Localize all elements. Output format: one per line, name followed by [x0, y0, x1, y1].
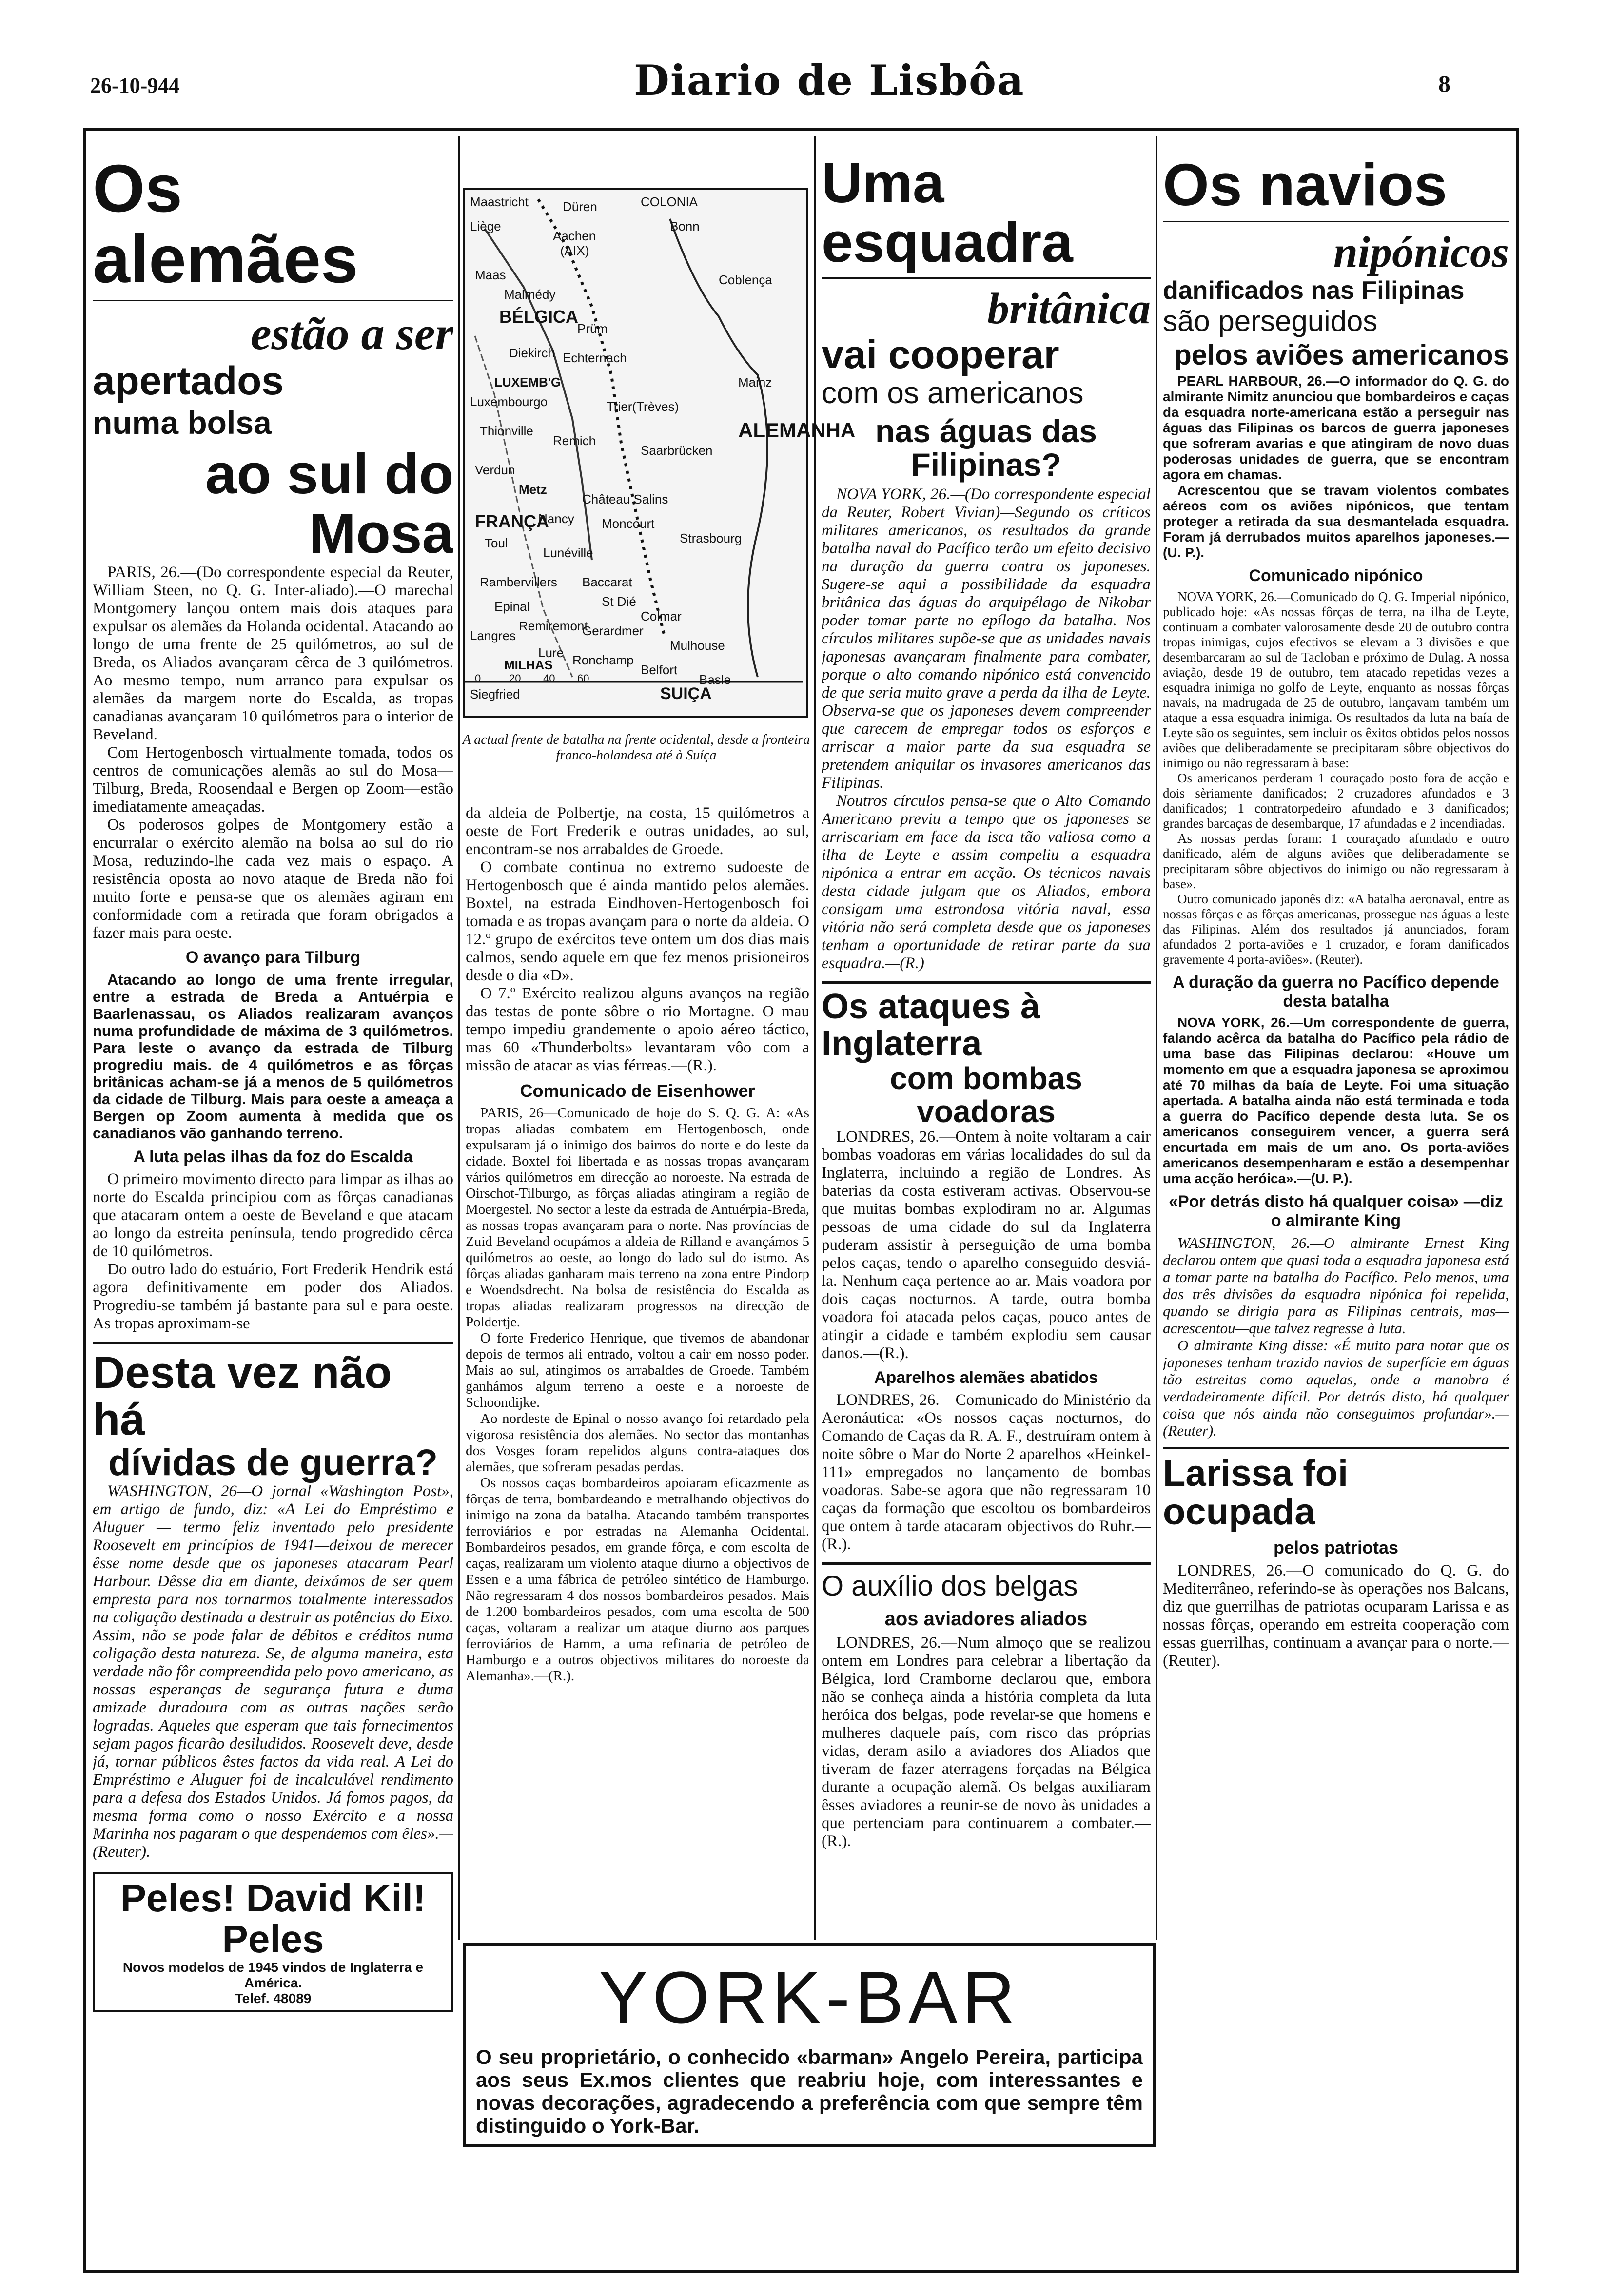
- paragraph: da aldeia de Polbertje, na costa, 15 quilómetros a oeste de Fort Frederik e outras unidades, ao sul, encontram-se nos arrabaldes de Groede.: [466, 804, 809, 858]
- map-label: St Dié: [602, 594, 636, 609]
- headline-sub: vai cooperar: [822, 332, 1059, 377]
- headline: Os alemães: [93, 151, 358, 297]
- map-label: Thionville: [480, 424, 533, 438]
- map-label: Gerardmer: [582, 623, 644, 638]
- paragraph: NOVA YORK, 26.—(Do correspondente especial da Reuter, Robert Vivian)—Segundo os críticos militares americanos, os resultados da grande batalha naval do Pacífico terão um efeito decisivo na duração da guerra contra os japoneses. Sugere-se aqui a possibilidade da esquadra britânica das águas do arquipélago de Nikobar poder tomar parte no epílogo da batalha. Nos círculos militares supõe-se que as unidades navais japonesas avançaram finalmente para combater, porque o alto comando nipónico está convencido de que seria muito grave a perda da ilha de Leyte. Observa-se que os japoneses devem compreender que carecem de empregar todos os esforços e arriscar a maior parte da sua esquadra se pretendem aniquilar os invasores americanos das Filipinas.: [822, 486, 1151, 792]
- map-label: Prüm: [577, 321, 608, 336]
- ad-line: Novos modelos de 1945 vindos de Inglaterra e América.: [122, 1959, 424, 1990]
- york-bar-ad: [463, 1943, 1156, 2147]
- map-label: Mainz: [738, 375, 772, 389]
- paragraph: Os poderosos golpes de Montgomery estão a encurralar o exército alemão na bolsa ao sul do rio Mosa, reduzindo-lhe cada vez mais o espaço. A resistência oposta ao novo ataque de Breda não foi muito forte e pensa-se que os alemães agiram em conformidade com a retirada que foram obrigados a fazer mais para oeste.: [93, 816, 453, 942]
- map-label: Moncourt: [602, 516, 655, 531]
- headline-sub: aos aviadores aliados: [884, 1608, 1088, 1630]
- headline-sub: numa bolsa: [93, 404, 272, 441]
- map-label: Bonn: [670, 219, 700, 233]
- ad-title: Peles! David Kil! Peles: [120, 1876, 426, 1961]
- paragraph: WASHINGTON, 26.—O almirante Ernest King declarou ontem que quasi toda a esquadra japonesa está a tomar parte na batalha do Pacífico. Pelo menos, uma das três divisões da esquadra nipónica foi repelida, quando se dirigia para as Filipinas centrais, mas—acrescentou—que talvez regresse à luta.: [1163, 1234, 1509, 1337]
- paragraph: Os americanos perderam 1 couraçado posto fora de acção e dois sèriamente danificados; 2 cruzadores afundados e 3 danificados; 1 contratorpedeiro afundado e 3 danificados; grandes barcaças de desembarque, 17 afundadas e 2 incendiadas.: [1163, 770, 1509, 831]
- paragraph: O primeiro movimento directo para limpar as ilhas ao norte do Escalda principiou com as fôrças canadianas que atacaram ontem a oeste de Beveland e que atacam ao longo da estreita península, tendo progredido cêrca de 10 quilómetros.: [93, 1170, 453, 1260]
- headline-sub: estão a ser: [251, 307, 453, 359]
- headline-sub: nas águas das Filipinas?: [875, 412, 1097, 483]
- paragraph: PEARL HARBOUR, 26.—O informador do Q. G. do almirante Nimitz anunciou que bombardeiros e caças da esquadra norte-americana estão a perseguir nas águas das Filipinas os barcos de guerra japoneses que sofreram avarias e que atingiram de novo duas poderosas unidades de guerra, que se encontram agora em chamas.: [1163, 373, 1509, 482]
- map-label: Nancy: [538, 511, 574, 526]
- headline: Os ataques à Inglaterra: [822, 987, 1040, 1063]
- paragraph: Os nossos caças bombardeiros apoiaram eficazmente as fôrças de terra, bombardeando e metralhando objectivos do inimigo na zona da batalha. Atacando também transportes ferroviários e por estradas na Alemanha Ocidental. Bombardeiros pesados, em grande fôrça, e com escolta de caças, realizaram um violento ataque diurno a objectivos de Essen e a uma fábrica de petróleo sintético de Hamburgo. Não regressaram 4 dos nossos bombardeiros pesados. Mais de 1.200 bombardeiros pesados, com uma escolta de 500 caças, voltaram a realizar um ataque diurno aos parques ferroviários de Hamm, a uma refinaria de petróleo de Hamburgo e a outros objectivos militares do noroeste da Alemanha».—(R.).: [466, 1475, 809, 1684]
- paragraph: NOVA YORK, 26.—Um correspondente de guerra, falando acêrca da batalha do Pacífico pela rádio de uma base das Filipinas declarou: «Houve um momento em que a esquadra japonesa se aproximou até 70 milhas da baía de Leyte. Foi uma situação apertada. A batalha ainda não está terminada e toda a guerra do Pacífico depende desta luta. Se os americanos conseguirem vencer, a guerra será encurtada em mais de um ano. Os porta-aviões americanos desempenharam e estão a desempenhar uma acção heróica».—(U. P.).: [1163, 1014, 1509, 1186]
- headline-sub: apertados: [93, 358, 284, 403]
- map-label: Coblença: [719, 272, 772, 287]
- paragraph: O 7.º Exército realizou alguns avanços na região das testas de ponte sôbre o rio Mortagne. O mau tempo impediu grandemente o apoio aéreo táctico, mas 60 «Thunderbolts» levantaram vôo com a missão de atacar as vias férreas.—(R.).: [466, 985, 809, 1074]
- map-caption: A actual frente de batalha na frente ocidental, desde a fronteira franco-holandesa até à Suíça: [462, 732, 810, 763]
- ad-text: O seu proprietário, o conhecido «barman» Angelo Pereira, participa aos seus Ex.mos clientes que reabriu hoje, com interessantes e novas decorações, agradecendo a preferência com que sempre têm distinguido o York-Bar.: [476, 2045, 1143, 2137]
- map-label: Epinal: [494, 599, 530, 614]
- map-label: Luxembourgo: [470, 394, 548, 409]
- article-alemaes: [93, 141, 453, 2012]
- headline-sub: ao sul do Mosa: [205, 442, 453, 565]
- map-label: (AIX): [560, 243, 589, 258]
- paragraph: Com Hertogenbosch virtualmente tomada, todos os centros de comunicações alemãs ao sul do Mosa—Tilburg, Breda, Roosendaal e Bergen op Zoom—estão imediatamente ameaçadas.: [93, 743, 453, 816]
- paragraph: NOVA YORK, 26.—Comunicado do Q. G. Imperial nipónico, publicado hoje: «As nossas fôrças de terra, na ilha de Leyte, continuam a combater valorosamente desde 20 de outubro contra tropas inimigas, cujos efectivos se elevam a 3 divisões e que desembarcaram ao sul de Tacloban e próximo de Dulag. A nossa aviação, desde 19 de outubro, tem atacado repetidas vezes a esquadra inimiga no golfo de Leyte, enquanto as nossas fôrças navais, na madrugada de 25 de outubro, lançavam também um ataque a essa esquadra inimiga. Os resultados da luta na baía de Leyte são os seguintes, sem incluir os êxitos obtidos pelos nossos aviões que deliberadamente se precipitaram sôbre objectivos do inimigo ou não regressaram à base:: [1163, 589, 1509, 770]
- headline-sub: danificados nas Filipinas: [1163, 276, 1465, 305]
- paragraph: Acrescentou que se travam violentos combates aéreos com os aviões nipónicos, que tentam proteger a retirada da sua desmantelada esquadra. Foram já derrubados muitos aparelhos japoneses.—(U. P.).: [1163, 482, 1509, 560]
- map-region: ALEMANHA: [738, 419, 856, 442]
- map-label: Liège: [470, 219, 501, 233]
- map-label: Malmédy: [504, 287, 556, 302]
- map-label: Verdun: [475, 463, 515, 477]
- column-divider: [458, 136, 460, 1940]
- column-divider: [1156, 136, 1157, 1940]
- map-label: Château Salins: [582, 492, 668, 506]
- map-label: Maastricht: [470, 195, 529, 209]
- masthead: Diario de Lisbôa: [634, 56, 1025, 104]
- paragraph: LONDRES, 26.—Num almoço que se realizou ontem em Londres para celebrar a libertação da Bélgica, lord Cramborne declarou que, embora não se conheça ainda a história completa da luta heróica dos belgas, pode revelar-se que homens e mulheres daquele país, com risco das próprias vidas, deram asilo a aviadores dos Aliados que tiveram de fazer aterragens forçadas na Bélgica durante a ocupação alemã. Os belgas auxiliaram êsses aviadores a reunir-se de novo às unidades a que pertenciam para continuarem a combater.—(R.).: [822, 1634, 1151, 1850]
- map-label: Diekirch: [509, 346, 555, 360]
- map-label: Toul: [485, 536, 508, 550]
- paragraph: Do outro lado do estuário, Fort Frederik Hendrik está agora definitivamente em poder dos Aliados. Progrediu-se também já bastante para sul e para oeste. As tropas aproximam-se: [93, 1260, 453, 1332]
- map-scale-tick: 40: [543, 672, 555, 684]
- paragraph: O almirante King disse: «É muito para notar que os japoneses tenham trazido navios de superfície em águas tão estreitas como aquelas, onde a manobra é verdadeiramente difícil. Por detrás disto, há qualquer coisa que nós ainda não conseguimos profundar».—(Reuter).: [1163, 1336, 1509, 1439]
- map-label: SUIÇA: [660, 684, 712, 703]
- paragraph: WASHINGTON, 26—O jornal «Washington Post», em artigo de fundo, diz: «A Lei do Empréstimo e Aluguer — termo feliz inventado pelo presidente Roosevelt em princípios de 1941—deixou de merecer êsse nome desde que os japoneses atacaram Pearl Harbour. Dêsse dia em diante, deixámos de ser quem empresta para nos tornarmos totalmente interessados na coligação destinada a destruir as potências do Eixo. Assim, não se pode falar de débitos e créditos numa coligação desta natureza. Se, de alguma maneira, esta verdade não fôr compreendida pelo povo americano, as nossas esperanças de segurança futura e duma amizade duradoura com as outras nações serão logradas. Aqueles que esperam que tais fornecimentos sejam pagos ficarão desiludidos. Roosevelt deve, desde já, tornar públicos êstes factos da vida real. A Lei do Empréstimo e Aluguer foi de incalculável rendimento para a defesa dos Estados Unidos. Já fomos pagos, da mesma forma como o nosso Exército e a nossa Marinha nos pagaram o que despendemos com êles».—(Reuter).: [93, 1482, 453, 1861]
- subheading: Comunicado de Eisenhower: [520, 1081, 755, 1101]
- map-label: Saarbrücken: [641, 443, 713, 458]
- map-scale-tick: 20: [509, 672, 521, 684]
- headline-sub: nipónicos: [1333, 228, 1509, 277]
- headline-sub: são perseguidos: [1163, 304, 1378, 337]
- map-scale-tick: 60: [577, 672, 589, 684]
- map-region: BÉLGICA: [499, 307, 578, 327]
- headline-sub: com bombas voadoras: [890, 1061, 1082, 1129]
- paragraph: Outro comunicado japonês diz: «A batalha aeronaval, entre as nossas fôrças e as fôrças americanas, prossegue nas águas a leste das Filipinas. Além dos resultados já anunciados, foram afundados 2 porta-aviões e 1 cruzador, e foram danificados gravemente 4 porta-aviões». (Reuter).: [1163, 891, 1509, 967]
- map-label: Metz: [519, 482, 547, 497]
- headline-sub: pelos patriotas: [1273, 1537, 1399, 1558]
- map-label: Baccarat: [582, 575, 632, 589]
- map-label: COLONIA: [641, 195, 698, 209]
- map-label: Basle: [699, 672, 731, 687]
- map-label: Ronchamp: [572, 653, 634, 667]
- issue-date: 26-10-944: [90, 74, 180, 97]
- subheading: O avanço para Tilburg: [185, 948, 361, 967]
- ad-box: [93, 1872, 453, 2012]
- article-alemaes-cont: [466, 804, 809, 1684]
- map-label: Langres: [470, 628, 516, 643]
- headline-sub: pelos aviões americanos: [1174, 339, 1509, 371]
- map-label: Düren: [563, 199, 597, 214]
- headline-sub: com os americanos: [822, 376, 1084, 410]
- headline-sub: britânica: [987, 284, 1151, 333]
- paragraph: Ao nordeste de Epinal o nosso avanço foi retardado pela vigorosa resistência dos alemães. No sector das montanhas dos Vosges foram repelidos alguns contra-ataques dos alemães, que sofreram pesadas perdas.: [466, 1411, 809, 1475]
- paragraph: PARIS, 26.—(Do correspondente especial da Reuter, William Steen, no Q. G. Inter-aliado).—O marechal Montgomery lançou ontem mais dois ataques para expulsar os alemães da Holanda ocidental. Atacando ao longo de uma frente de 25 quilómetros, ao sul de Breda, os Aliados avançaram cêrca de 3 quilómetros. Ao mesmo tempo, num arranco para expulsar os alemães da margem norte do Escalda, as tropas canadianas avançaram 10 quilómetros para o interior de Beveland.: [93, 563, 453, 743]
- map-label: Remiremont: [519, 619, 588, 633]
- map-label: Belfort: [641, 662, 678, 677]
- map-scale-tick: 0: [475, 672, 481, 684]
- map-label: Remich: [553, 433, 596, 448]
- column-divider: [814, 136, 816, 1940]
- subheading: A luta pelas ilhas da foz do Escalda: [133, 1147, 413, 1166]
- headline: Larissa foi ocupada: [1163, 1452, 1349, 1533]
- map-label: Lure: [538, 645, 564, 660]
- page-number: 8: [1438, 70, 1450, 97]
- article-esquadra: [822, 141, 1151, 1850]
- map-label: LUXEMB'G: [494, 375, 561, 389]
- paragraph: O forte Frederico Henrique, que tivemos de abandonar depois de termos ali entrado, voltou a cair em nosso poder. Mais ao sul, atingimos os arrabaldes de Groede. Também ganhámos algum terreno a oeste e a noroeste de Schoondijke.: [466, 1330, 809, 1410]
- paragraph: LONDRES, 26.—Comunicado do Ministério da Aeronáutica: «Os nossos caças nocturnos, do Comando de Caças da R. A. F., destruíram ontem à noite sôbre o Mar do Norte 2 aparelhos «Heinkel-111» empregados no lançamento de bombas voadoras. Sabe-se agora que não regressaram 10 caças da formação que escoltou os bombardeiros que ontem à tarde atacaram objectivos do Ruhr.—(R.).: [822, 1391, 1151, 1553]
- subheading: «Por detrás disto há qualquer coisa» —diz o almirante King: [1169, 1192, 1503, 1230]
- subheading: Comunicado nipónico: [1249, 566, 1423, 585]
- paragraph: LONDRES, 26.—O comunicado do Q. G. do Mediterrâneo, referindo-se às operações nos Balcans, diz que guerrilhas de patriotas ocuparam Larissa e as nossas fôrças, operando em estreita cooperação com essas guerrilhas, continuam a avançar para o norte.—(Reuter).: [1163, 1562, 1509, 1670]
- paragraph: PARIS, 26—Comunicado de hoje do S. Q. G. A: «As tropas aliadas combatem em Hertogenbosch, onde expulsaram já o inimigo dos bairros do norte e do leste da cidade. Boxtel foi libertada e as nossas tropas avançaram vários quilómetros em direcção ao noroeste. Na estrada de Oirschot-Tilburgo, as fôrças aliadas atingiram a região de Moergestel. No sector a leste da estrada de Antuérpia-Breda, as nossas tropas avançaram para o norte. Nas províncias de Zuid Beveland ocupámos a aldeia de Rilland e avançámos 5 quilómetros ao oeste, ao longo do lado sul do istmo. As fôrças aliadas ganharam mais terreno na zona entre Pindorp e Woendsdrecht. Na bolsa de resistência do Escalda as tropas aliadas realizaram progressos na direcção de Poldertje.: [466, 1105, 809, 1330]
- ad-phone: Telef. 48089: [235, 1990, 312, 2006]
- map-label: Aachen: [553, 229, 596, 243]
- map-scale-label: MILHAS: [504, 658, 553, 672]
- paragraph: As nossas perdas foram: 1 couraçado afundado e outro danificado, além de alguns aviões que deliberadamente se precipitaram sôbre objectivos do inimigo ou não regressaram à base».: [1163, 831, 1509, 891]
- article-navios: [1163, 141, 1509, 1670]
- headline-sub: dívidas de guerra?: [108, 1441, 438, 1483]
- headline: O auxílio dos belgas: [822, 1570, 1078, 1602]
- battle-map: [463, 188, 856, 718]
- paragraph: Atacando ao longo de uma frente irregular, entre a estrada de Breda a Antuérpia e Baarlenassau, os Aliados realizaram avanços numa profundidade de máxima de 3 quilómetros. Para leste o avanço da estrada de Tilburg progrediu mais. de 4 quilómetros e as fôrças britânicas acham-se já a menos de 5 quilómetros da cidade de Tilburg. Mais para oeste a ameaça a Bergen op Zoom aumenta à medida que os canadianos vão ganhando terreno.: [93, 971, 453, 1142]
- map-label: Lunéville: [543, 545, 593, 560]
- subheading: A duração da guerra no Pacífico depende desta batalha: [1173, 973, 1499, 1011]
- map-label: Colmar: [641, 609, 682, 623]
- map-label: Echternach: [563, 350, 627, 365]
- headline: Desta vez não há: [93, 1347, 392, 1445]
- paragraph: Noutros círculos pensa-se que o Alto Comando Americano previu a tempo que os japoneses se arriscariam em face da isca tão valiosa como a ilha de Leyte e assim compeliu a esquadra nipónica a entrar em acção. Os técnicos navais desta cidade julgam que os Aliados, embora consigam uma estrondosa vitória naval, essa vitória não será completa desde que os japoneses tenham a oportunidade de retirar parte da sua esquadra.—(R.): [822, 792, 1151, 973]
- map-legend: Siegfried: [470, 687, 520, 701]
- map-label: Mulhouse: [670, 638, 725, 653]
- headline: Os navios: [1163, 152, 1448, 218]
- map-label: Rambervillers: [480, 575, 557, 589]
- ad-title: YORK-BAR: [599, 1956, 1020, 2038]
- map-label: Trier(Trèves): [607, 399, 679, 414]
- headline: Uma esquadra: [822, 151, 1073, 274]
- map-region: FRANÇA: [475, 511, 549, 531]
- subheading: Aparelhos alemães abatidos: [874, 1368, 1098, 1387]
- map-label: Strasbourg: [680, 531, 742, 545]
- paragraph: O combate continua no extremo sudoeste de Hertogenbosch que é ainda mantido pelos alemães. Boxtel, na estrada Eindhoven-Hertogenbosch foi tomada e as tropas avançam para o norte da aldeia. O 12.º grupo de exércitos teve ontem um dos dias mais calmos, sendo aquele em que fez menos prisioneiros desde o dia «D».: [466, 858, 809, 984]
- paragraph: LONDRES, 26.—Ontem à noite voltaram a cair bombas voadoras em várias localidades do sul da Inglaterra, incluindo a região de Londres. As baterias da costa estiveram activas. Observou-se que muitas bombas explodiram no ar. Algumas pessoas de uma cidade do sul da Inglaterra puderam assistir à perseguição de uma bomba pelos caças, tendo o aparelho conseguido desviá-la. Nenhum caça pertence ao ar. Mais voadora por dois caças nocturnos. A tarde, outra bomba voadora foi atacada pelos caças, pouco antes de atingir a cidade e também explodiu sem causar danos.—(R.).: [822, 1128, 1151, 1362]
- map-label: Maas: [475, 268, 506, 282]
